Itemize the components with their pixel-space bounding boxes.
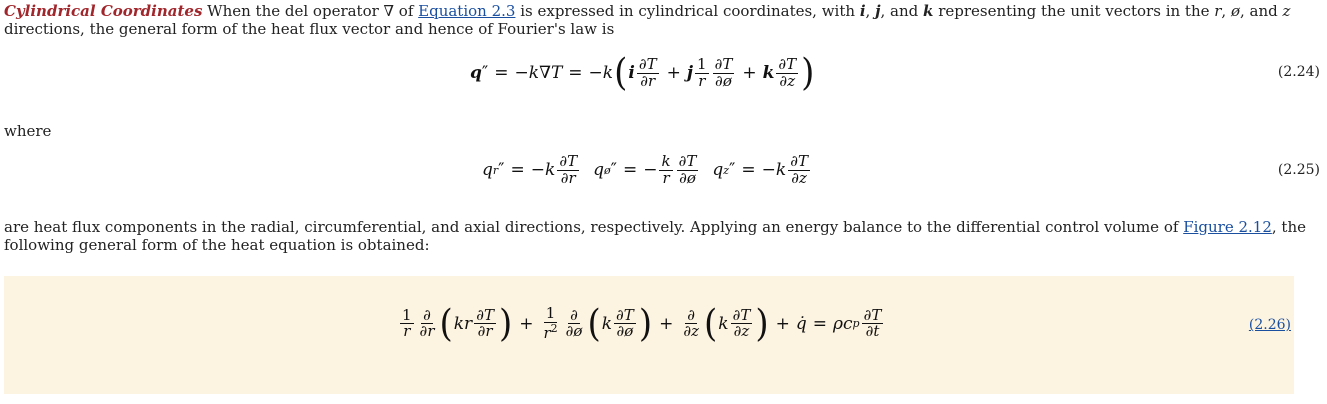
- var-z: z: [1282, 2, 1291, 20]
- intro-text-3: representing the unit vectors in the: [933, 2, 1215, 20]
- components-text-2: , the following general form of the heat equation is obtained:: [4, 218, 1306, 254]
- section-heading: Cylindrical Coordinates: [4, 2, 203, 20]
- equation-number-2-25: (2.25): [1277, 162, 1320, 178]
- figure-2-12-link[interactable]: Figure 2.12: [1183, 218, 1272, 236]
- separator: ,: [865, 2, 876, 20]
- equation-number-2-24: (2.24): [1277, 64, 1320, 80]
- var-r: r: [1214, 2, 1222, 20]
- var-phi: ø: [1230, 2, 1240, 20]
- separator: , and: [880, 2, 924, 20]
- unit-vector-k: k: [923, 2, 934, 20]
- separator: , and: [1240, 2, 1283, 20]
- equation-number-2-26-link[interactable]: (2.26): [1248, 317, 1291, 333]
- intro-text-1: When the del operator ∇ of: [202, 2, 419, 20]
- separator: ,: [1221, 2, 1231, 20]
- intro-text-2: is expressed in cylindrical coordinates, with: [515, 2, 860, 20]
- components-paragraph: [4, 218, 1322, 254]
- intro-text-5: directions, the general form of the heat flux vector and hence of Fourier's law is: [4, 20, 615, 38]
- equation-2-25: q r ″ = − k $\frac{\partial T}{\partial r}$ q ø ″ = − $\frac{k}{r}$ $\frac{\partial T}{\partial ø}$ q z ″ = − k $\frac{\partial T}{\partial z}$: [482, 152, 808, 187]
- components-text-1: are heat flux components in the radial, circumferential, and axial directions, respectively. Applying an energy balance to the differential control volume of: [4, 218, 1184, 236]
- where-text: where: [4, 122, 52, 140]
- unit-vector-j: j: [875, 2, 881, 20]
- equation-2-26: $\frac{1}{r}$ $\frac{\partial}{\partial r}$ ( kr $\frac{\partial T}{\partial r}$ ) + $\frac{1}{r^2}$ $\frac{\partial}{\partial ø}$ ( k $\frac{\partial T}{\partial ø}$ ) + $\frac{\partial}{\partial z}$ ( k $\frac{\partial T}{\partial z}$ ) + q̇ = ρc p $\frac{\partial T}{\partial t}$: [402, 301, 882, 346]
- intro-paragraph: [4, 2, 1322, 38]
- unit-vector-i: i: [859, 2, 866, 20]
- equation-2-3-link[interactable]: Equation 2.3: [418, 2, 516, 20]
- equation-2-24: q ″ = − k ∇ T = − k ( i $\frac{\partial T}{\partial r}$ + j $\frac{1}{r}$ $\frac{\partial T}{\partial ø}$ + k $\frac{\partial T}{\partial z}$ ): [470, 51, 815, 95]
